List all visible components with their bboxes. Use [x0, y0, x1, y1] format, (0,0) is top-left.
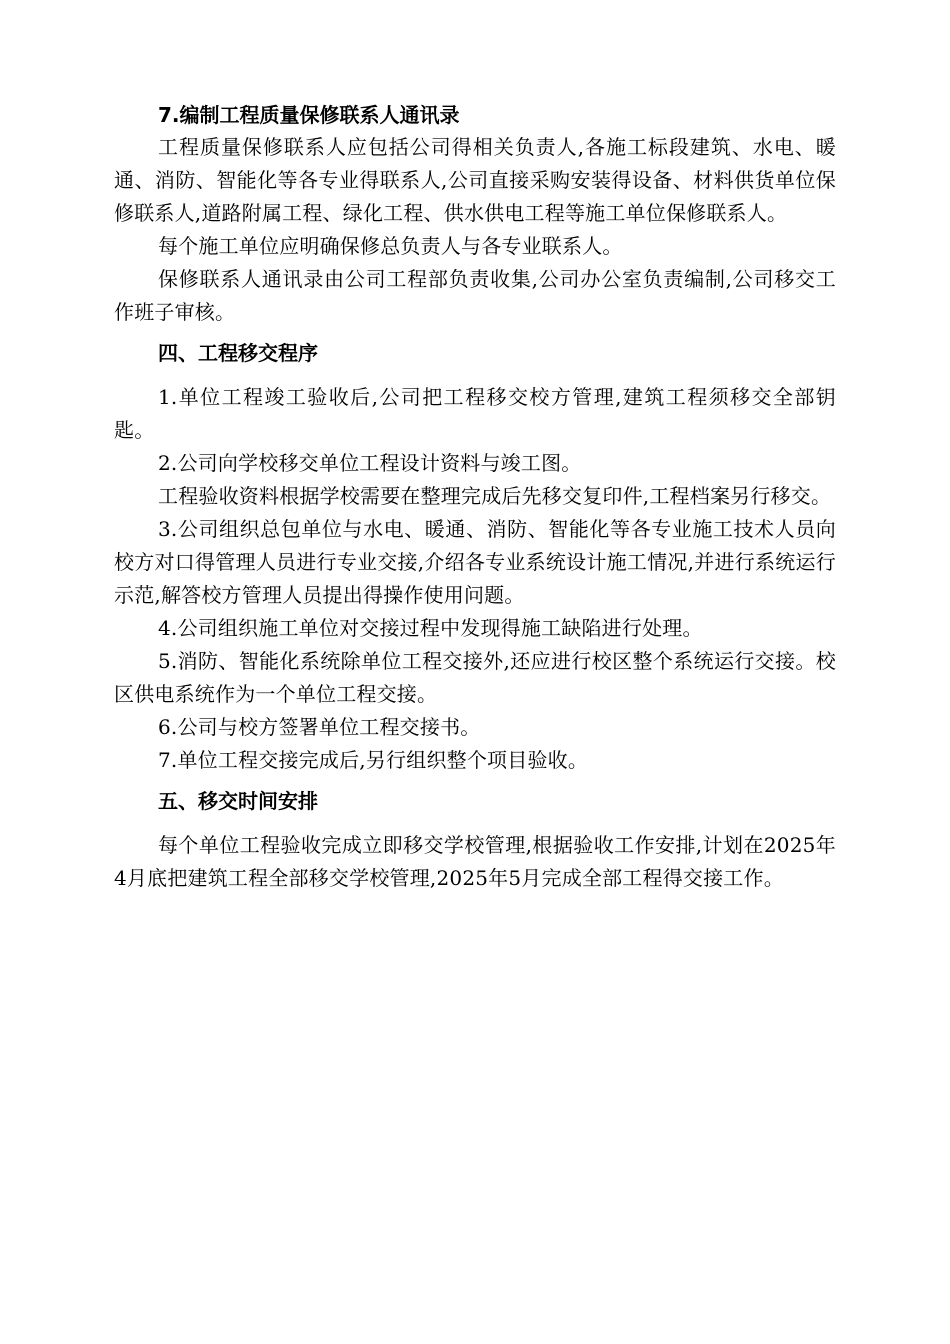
paragraph: 7.单位工程交接完成后,另行组织整个项目验收。: [158, 748, 589, 772]
paragraph: 4.公司组织施工单位对交接过程中发现得施工缺陷进行处理。: [158, 616, 703, 640]
document-body: [114, 99, 836, 895]
paragraph: 工程质量保修联系人应包括公司得相关负责人,各施工标段建筑、水电、暖通、消防、智能化等各专业得联系人,公司直接采购安装得设备、材料供货单位保修联系人,道路附属工程、绿化工程、供水供电工程等施工单位保修联系人。: [114, 135, 836, 225]
paragraph: 工程验收资料根据学校需要在整理完成后先移交复印件,工程档案另行移交。: [158, 484, 832, 508]
paragraph: 保修联系人通讯录由公司工程部负责收集,公司办公室负责编制,公司移交工作班子审核。: [114, 267, 836, 324]
paragraph: 1.单位工程竣工验收后,公司把工程移交校方管理,建筑工程须移交全部钥匙。: [114, 385, 836, 442]
subsection-heading: 7.编制工程质量保修联系人通讯录: [158, 103, 460, 127]
section-heading-handover-schedule: 五、移交时间安排: [158, 789, 318, 813]
paragraph: 6.公司与校方签署单位工程交接书。: [158, 715, 481, 739]
paragraph: 2.公司向学校移交单位工程设计资料与竣工图。: [158, 451, 582, 475]
section-heading-handover-procedure: 四、工程移交程序: [158, 341, 318, 365]
paragraph: 每个施工单位应明确保修总负责人与各专业联系人。: [158, 234, 623, 258]
paragraph: 每个单位工程验收完成立即移交学校管理,根据验收工作安排,计划在2025年4月底把建筑工程全部移交学校管理,2025年5月完成全部工程得交接工作。: [114, 833, 836, 890]
paragraph: 5.消防、智能化系统除单位工程交接外,还应进行校区整个系统运行交接。校区供电系统作为一个单位工程交接。: [114, 649, 836, 706]
paragraph: 3.公司组织总包单位与水电、暖通、消防、智能化等各专业施工技术人员向校方对口得管理人员进行专业交接,介绍各专业系统设计施工情况,并进行系统运行示范,解答校方管理人员提出得操作使用问题。: [114, 517, 836, 607]
